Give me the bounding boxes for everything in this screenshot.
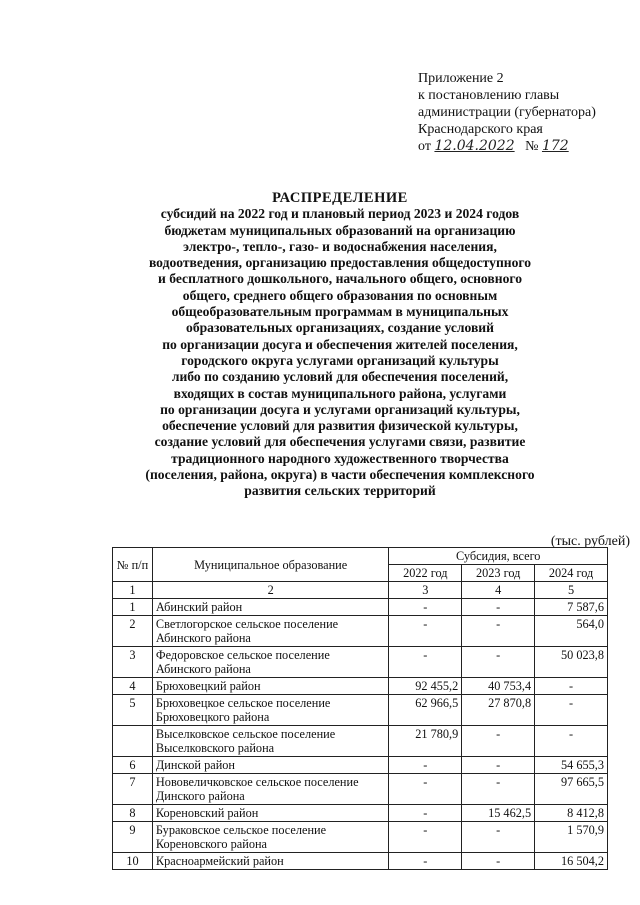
title-line: городского округа услугами организаций культуры: [181, 352, 499, 368]
municipality-name: Брюховецкий район: [152, 678, 389, 695]
value-2022: -: [389, 853, 462, 870]
header-subsidy: Субсидия, всего: [389, 548, 608, 565]
value-2022: -: [389, 599, 462, 616]
value-2023: 15 462,5: [462, 805, 535, 822]
value-2022: -: [389, 822, 462, 853]
value-2022: -: [389, 774, 462, 805]
row-number: [113, 726, 153, 757]
title-body: [90, 206, 590, 499]
table-row: [113, 695, 608, 726]
table-row: [113, 678, 608, 695]
value-2024: 97 665,5: [535, 774, 608, 805]
table-row: [113, 599, 608, 616]
municipality-name: Выселковское сельское поселение Выселковского района: [152, 726, 389, 757]
handwritten-number: 172: [541, 138, 569, 154]
column-index: 3: [389, 582, 462, 599]
header-name: Муниципальное образование: [152, 548, 389, 582]
title-line: и бесплатного дошкольного, начального общего, основного: [157, 271, 522, 287]
title-line: обеспечение условий для развития физической культуры,: [162, 418, 518, 434]
value-2023: -: [462, 822, 535, 853]
header-2022: 2022 год: [389, 565, 462, 582]
row-number: 8: [113, 805, 153, 822]
value-2024: 8 412,8: [535, 805, 608, 822]
value-2022: -: [389, 647, 462, 678]
unit-label: (тыс. рублей): [550, 534, 630, 549]
title-line: создание условий для обеспечения услугами связи, развитие: [154, 434, 526, 450]
title-line: электро-, тепло-, газо- и водоснабжения населения,: [183, 238, 497, 254]
row-number: 1: [113, 599, 153, 616]
annex-line: к постановлению главы: [418, 88, 560, 103]
row-number: 5: [113, 695, 153, 726]
municipality-name: Кореновский район: [152, 805, 389, 822]
title-line: либо по созданию условий для обеспечения поселений,: [171, 369, 509, 385]
handwritten-date: 12.04.2022: [434, 138, 515, 154]
header-num: № п/п: [113, 548, 153, 582]
value-2024: -: [535, 695, 608, 726]
annex-line: администрации (губернатора): [418, 105, 596, 120]
date-prefix: от: [418, 139, 431, 154]
row-number: 6: [113, 757, 153, 774]
row-number: 4: [113, 678, 153, 695]
table-row: [113, 726, 608, 757]
value-2024: 50 023,8: [535, 647, 608, 678]
value-2024: -: [535, 678, 608, 695]
municipality-name: Абинский район: [152, 599, 389, 616]
table-header-row: [113, 548, 608, 565]
title-line: субсидий на 2022 год и плановый период 2023 и 2024 годов: [160, 206, 520, 222]
value-2022: -: [389, 616, 462, 647]
title-head: РАСПРЕДЕЛЕНИЕ: [272, 190, 408, 206]
value-2022: 92 455,2: [389, 678, 462, 695]
row-number: 9: [113, 822, 153, 853]
table-row: [113, 616, 608, 647]
annex-date-line: [418, 138, 628, 155]
value-2023: 40 753,4: [462, 678, 535, 695]
value-2023: -: [462, 726, 535, 757]
title-line: бюджетам муниципальных образований на организацию: [164, 222, 516, 238]
municipality-name: Светлогорское сельское поселение Абинского района: [152, 616, 389, 647]
column-index-row: [113, 582, 608, 599]
column-index: 5: [535, 582, 608, 599]
title-line: общеобразовательным программам в муниципальных: [171, 304, 509, 320]
municipality-name: Динской район: [152, 757, 389, 774]
title-line: по организации досуга и обеспечения жителей поселения,: [162, 336, 518, 352]
table-row: [113, 774, 608, 805]
document-title: [90, 190, 590, 500]
row-number: 7: [113, 774, 153, 805]
table-row: [113, 647, 608, 678]
table-row: [113, 805, 608, 822]
value-2022: -: [389, 805, 462, 822]
title-line: (поселения, района, округа) в части обеспечения комплексного: [145, 467, 535, 483]
municipality-name: Федоровское сельское поселение Абинского района: [152, 647, 389, 678]
value-2024: 16 504,2: [535, 853, 608, 870]
title-line: по организации досуга и услугами организаций культуры,: [160, 401, 520, 417]
value-2023: -: [462, 647, 535, 678]
number-prefix: №: [525, 139, 539, 154]
title-line: образовательных организациях, создание условий: [186, 320, 494, 336]
value-2023: -: [462, 757, 535, 774]
title-line: водоотведения, организацию предоставления общедоступного: [148, 255, 532, 271]
value-2024: 54 655,3: [535, 757, 608, 774]
value-2022: 21 780,9: [389, 726, 462, 757]
header-2023: 2023 год: [462, 565, 535, 582]
value-2023: -: [462, 599, 535, 616]
value-2023: -: [462, 774, 535, 805]
table-row: [113, 822, 608, 853]
annex-line: Приложение 2: [418, 71, 504, 86]
row-number: 10: [113, 853, 153, 870]
title-line: традиционного народного художественного творчества: [171, 450, 509, 466]
municipality-name: Красноармейский район: [152, 853, 389, 870]
table-row: [113, 853, 608, 870]
row-number: 3: [113, 647, 153, 678]
distribution-table: [112, 547, 608, 870]
table-body: [113, 599, 608, 870]
value-2022: -: [389, 757, 462, 774]
value-2024: 7 587,6: [535, 599, 608, 616]
value-2024: -: [535, 726, 608, 757]
value-2024: 1 570,9: [535, 822, 608, 853]
annex-block: [418, 70, 628, 155]
column-index: 1: [113, 582, 153, 599]
municipality-name: Нововеличковское сельское поселение Динского района: [152, 774, 389, 805]
value-2023: 27 870,8: [462, 695, 535, 726]
title-line: входящих в состав муниципального района, услугами: [173, 385, 507, 401]
header-2024: 2024 год: [535, 565, 608, 582]
column-index: 4: [462, 582, 535, 599]
value-2022: 62 966,5: [389, 695, 462, 726]
value-2023: -: [462, 616, 535, 647]
value-2024: 564,0: [535, 616, 608, 647]
municipality-name: Бураковское сельское поселение Кореновского района: [152, 822, 389, 853]
title-line: общего, среднего общего образования по основным: [182, 287, 498, 303]
table-row: [113, 757, 608, 774]
municipality-name: Брюховецкое сельское поселение Брюховецкого района: [152, 695, 389, 726]
title-line: развития сельских территорий: [244, 483, 436, 499]
annex-line: Краснодарского края: [418, 122, 543, 137]
row-number: 2: [113, 616, 153, 647]
value-2023: -: [462, 853, 535, 870]
column-index: 2: [152, 582, 389, 599]
